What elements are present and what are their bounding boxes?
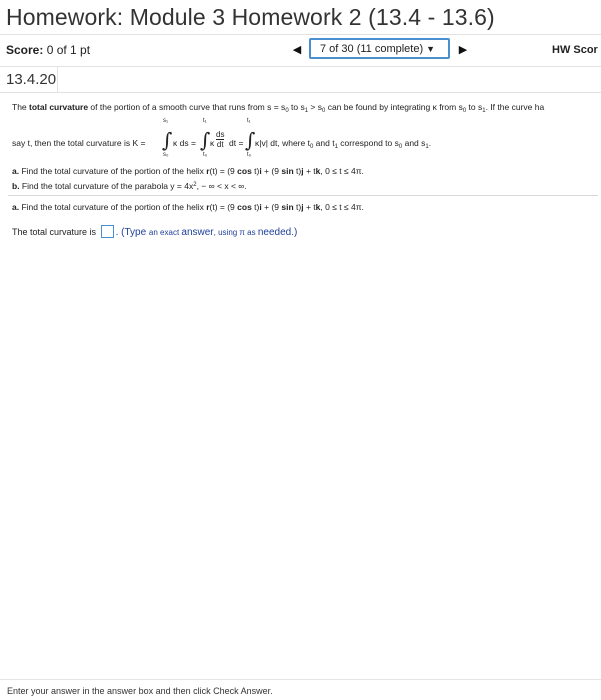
intro-text: The [12, 102, 30, 112]
hint-text: . (Type [115, 227, 149, 238]
vector-symbol: j [301, 202, 304, 212]
limit-lower: t₀ [247, 152, 252, 158]
answer-hint [116, 227, 298, 238]
next-question-button[interactable] [456, 43, 470, 57]
part-text: , − ∞ < x < ∞. [196, 181, 247, 191]
formula-lead: say t, then the total curvature is K = [12, 138, 146, 148]
vector-symbol: r [206, 202, 210, 212]
triangle-down-icon: ▼ [426, 44, 436, 54]
subscript: 1 [425, 144, 429, 150]
part-b [12, 181, 247, 191]
question-intro [12, 102, 544, 114]
part-text: , 0 ≤ t ≤ 4π. [320, 202, 364, 212]
part-text: t) [293, 202, 302, 212]
question-id-box [0, 66, 58, 93]
part-text: + (9 [261, 202, 282, 212]
integral-symbol: ∫ [200, 128, 211, 152]
function-name: cos [237, 202, 252, 212]
score [6, 43, 90, 57]
subscript: 1 [304, 108, 309, 114]
part-text: t) [251, 202, 260, 212]
current-part-a [12, 202, 364, 212]
formula-tail [255, 138, 431, 150]
answer-prefix: The total curvature is [12, 227, 97, 237]
limit-lower: t₀ [203, 152, 208, 158]
fraction-numerator: ds [216, 130, 225, 139]
fraction-ds-dt [216, 130, 224, 149]
part-text: , 0 ≤ t ≤ 4π. [320, 166, 364, 176]
triangle-right-icon: ▶ [458, 44, 468, 56]
answer-line [12, 225, 297, 238]
score-bar [0, 34, 601, 67]
part-a [12, 166, 364, 176]
part-label: a. [12, 202, 20, 212]
intro-text: of the portion of a smooth curve that runs from s = s [88, 102, 286, 112]
intro-text: to s [288, 102, 305, 112]
score-label: Score: [6, 43, 44, 57]
formula-text: and s [402, 138, 426, 148]
function-name: sin [281, 166, 294, 176]
subscript: 0 [285, 108, 289, 114]
vector-symbol: i [259, 202, 262, 212]
intro-text: can be found by integrating κ from s [325, 102, 463, 112]
part-label: a. [12, 166, 20, 176]
limit-upper: t₁ [247, 118, 251, 124]
part-text: Find the total curvature of the portion of the helix [19, 166, 207, 176]
vector-symbol: j [301, 166, 304, 176]
fraction-denominator: dt [216, 140, 224, 149]
part-text: Find the total curvature of the portion of the helix [19, 202, 207, 212]
hw-score-label: HW Scor [552, 44, 598, 56]
footer-instruction: Enter your answer in the answer box and then click Check Answer. [7, 686, 273, 696]
intro-text: . If the curve ha [485, 102, 545, 112]
part-text: + t [303, 166, 316, 176]
part-text: t) [251, 166, 260, 176]
part-text: (t) = (9 [209, 166, 238, 176]
question-id: 13.4.20 [6, 71, 57, 88]
formula-part1: κ ds = [173, 138, 196, 148]
part-text: + t [303, 202, 316, 212]
score-value: 0 of 1 pt [46, 43, 91, 57]
hint-text: needed.) [257, 227, 298, 238]
triangle-left-icon: ◀ [292, 44, 302, 56]
footer-divider [0, 679, 601, 680]
subscript: 0 [309, 144, 314, 150]
function-name: cos [237, 166, 252, 176]
part-text: Find the total curvature of the parabola y = 4x [19, 181, 194, 191]
formula-part3: dt = [229, 138, 244, 148]
function-name: sin [281, 202, 294, 212]
integral-symbol: ∫ [162, 128, 173, 152]
limit-upper: s₁ [163, 118, 169, 124]
subscript: 1 [334, 144, 338, 150]
vector-symbol: k [315, 202, 321, 212]
subscript: 0 [398, 144, 403, 150]
intro-text: to s [466, 102, 483, 112]
previous-question-button[interactable] [290, 43, 304, 57]
limit-lower: s₀ [163, 152, 169, 158]
hint-text: an exact [148, 228, 182, 237]
integral-symbol: ∫ [245, 128, 256, 152]
formula-text: correspond to s [337, 138, 399, 148]
part-text: (t) = (9 [209, 202, 238, 212]
formula-part2: κ [210, 138, 215, 148]
intro-bold: total curvature [29, 102, 89, 112]
subscript: 0 [322, 108, 326, 114]
part-label: b. [12, 181, 20, 191]
page-title: Homework: Module 3 Homework 2 (13.4 - 13.6) [6, 4, 495, 30]
divider [57, 92, 601, 93]
answer-input[interactable] [101, 225, 114, 238]
hint-text: , using π as [213, 228, 258, 237]
divider [8, 195, 598, 196]
vector-symbol: k [315, 166, 321, 176]
formula-text: . [428, 138, 432, 148]
part-text: + (9 [261, 166, 282, 176]
hint-text: answer [181, 227, 214, 238]
subscript: 1 [482, 108, 486, 114]
question-select[interactable] [309, 38, 450, 59]
limit-upper: t₁ [203, 118, 207, 124]
part-text: t) [293, 166, 302, 176]
question-select-value: 7 of 30 (11 complete) [320, 43, 424, 55]
intro-text: > s [308, 102, 322, 112]
superscript: 2 [193, 182, 197, 188]
formula-text: and t [313, 138, 335, 148]
subscript: 0 [462, 108, 467, 114]
formula-text: κ|v| dt, where t [255, 138, 310, 148]
vector-symbol: i [259, 166, 262, 176]
vector-symbol: r [206, 166, 210, 176]
